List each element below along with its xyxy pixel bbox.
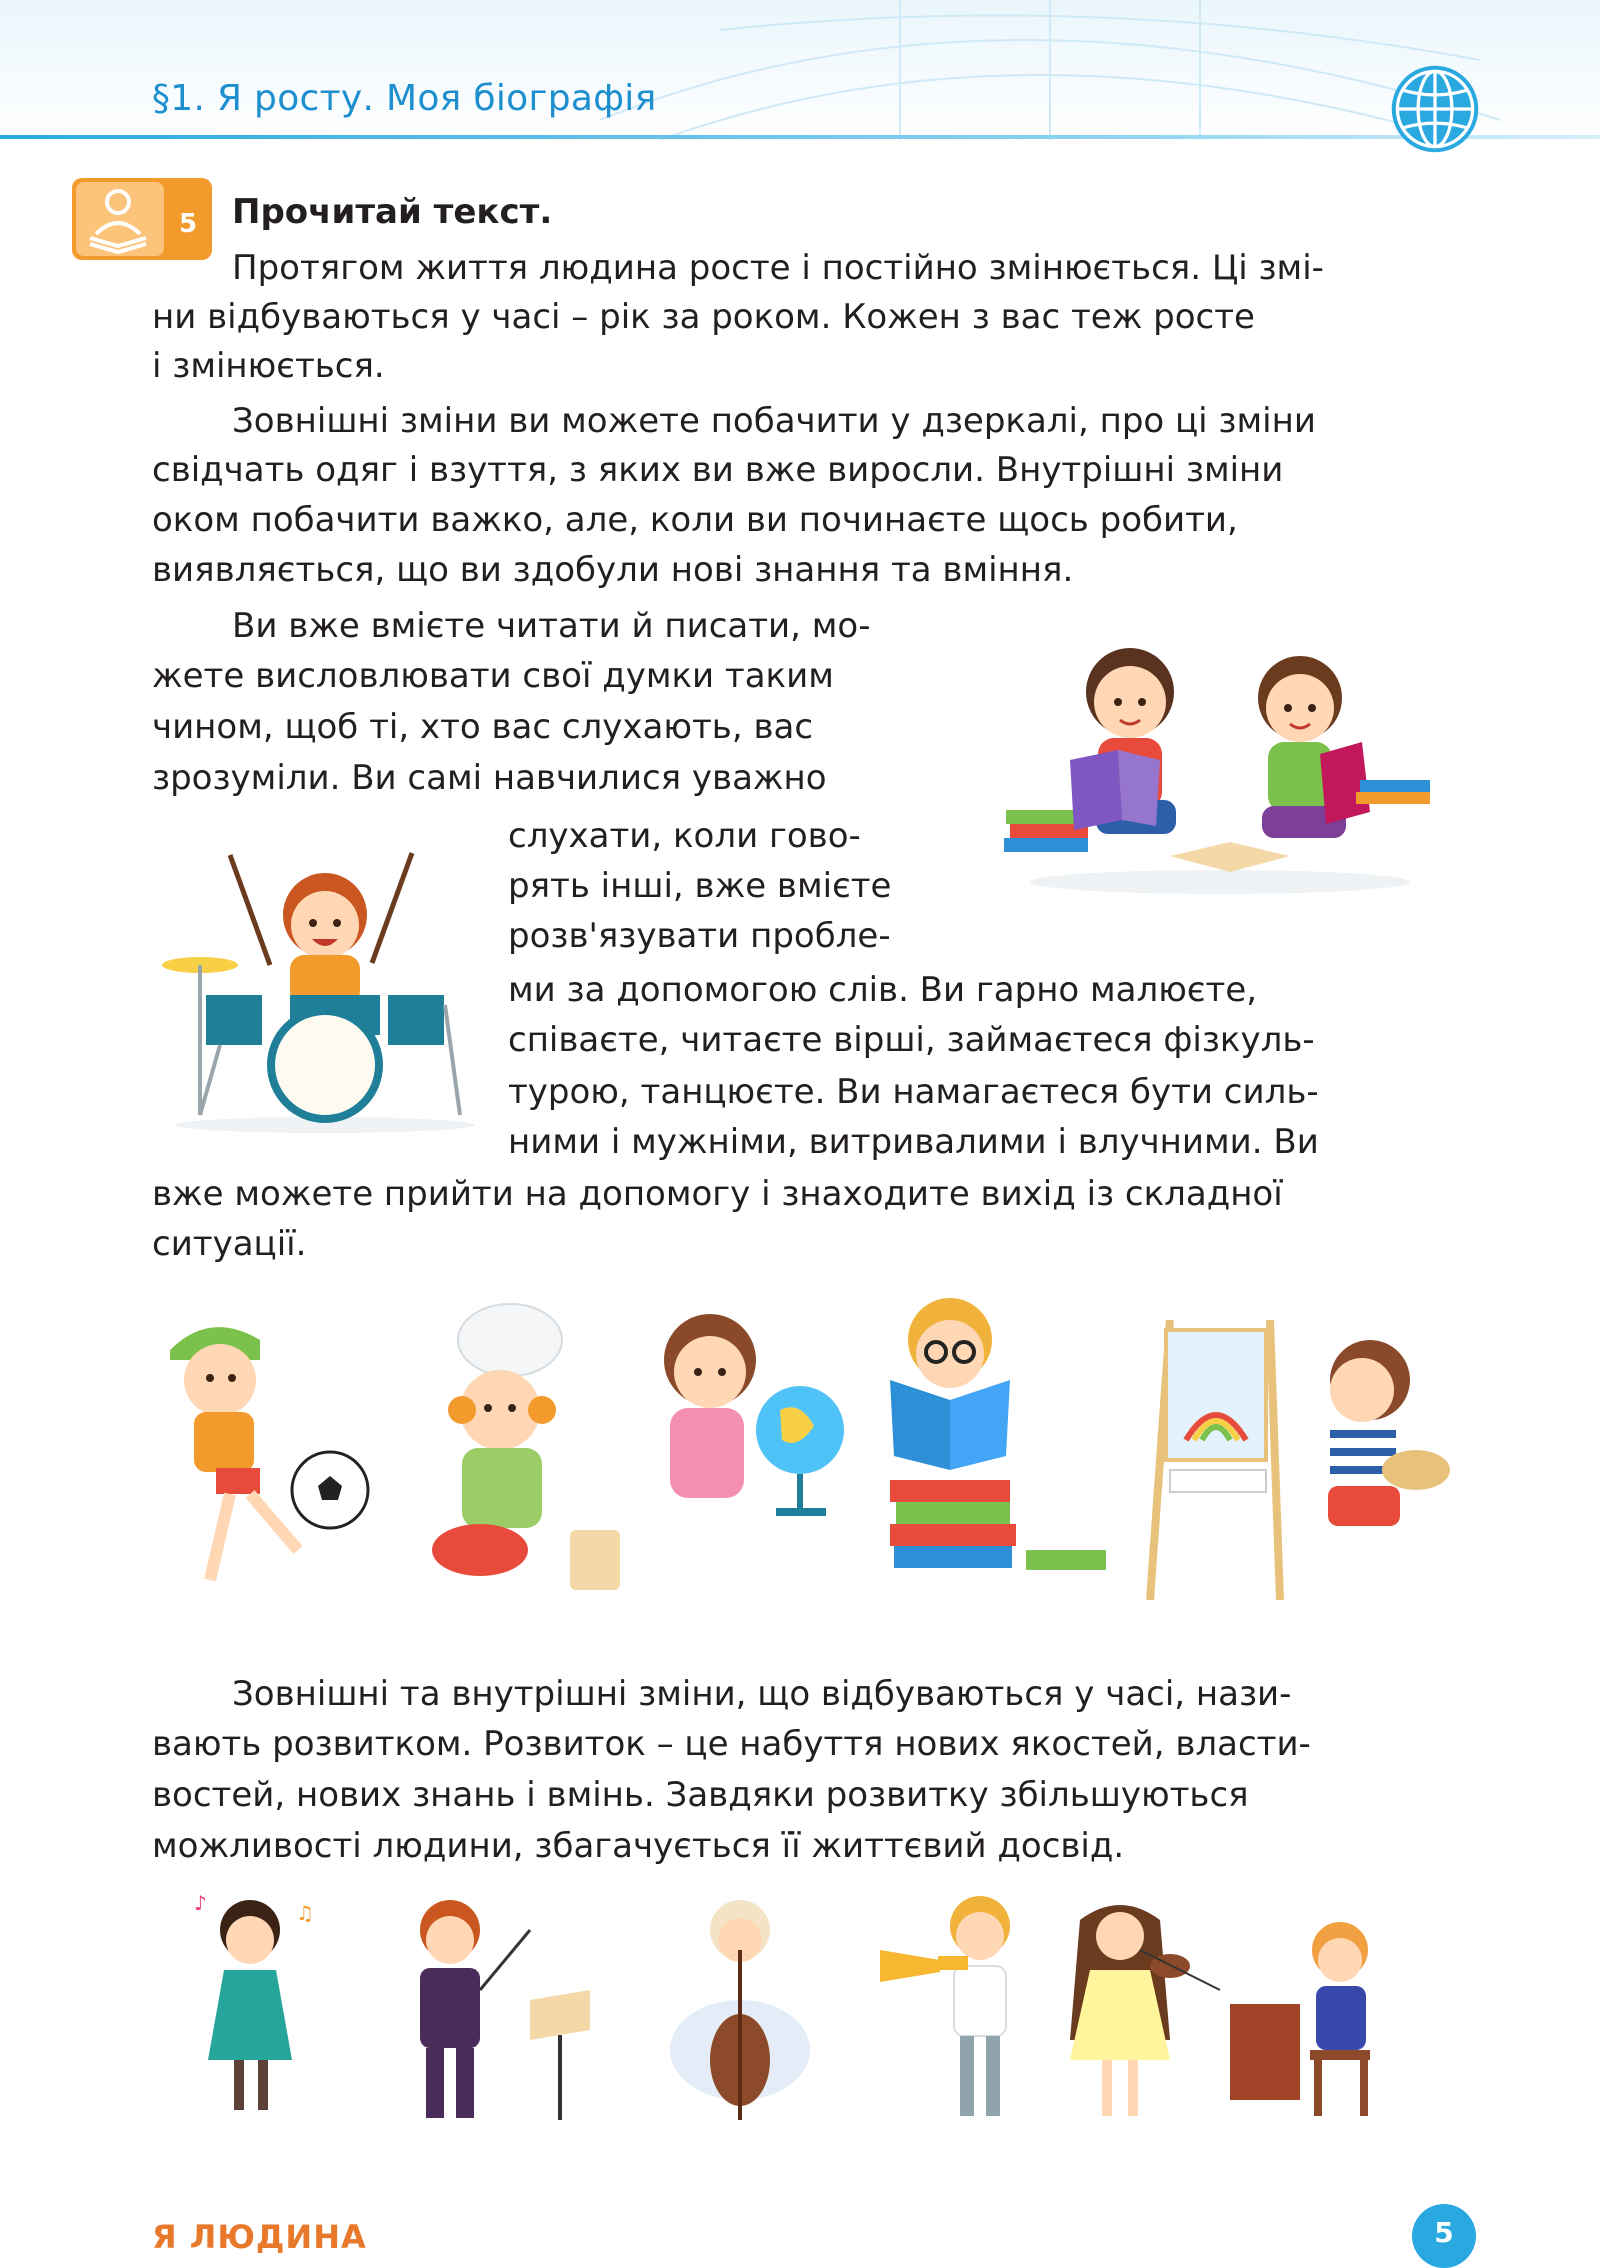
girl-cook-figure (432, 1304, 620, 1590)
boy-books-figure (890, 1298, 1106, 1570)
pianist-figure (1230, 1922, 1370, 2116)
children-reading-illustration (1000, 620, 1440, 900)
text-line: ни відбуваються у часі – рік за роком. Кожен з вас теж росте (152, 297, 1255, 337)
text-line: слухати, коли гово- (508, 816, 861, 856)
task-number: 5 (178, 209, 198, 239)
page-number-badge (1412, 2204, 1476, 2268)
footer-label: Я ЛЮДИНА (152, 2218, 367, 2256)
conductor-figure (420, 1900, 590, 2120)
task-badge (72, 178, 212, 260)
text-line: вають розвитком. Розвиток – це набуття нових якостей, власти- (152, 1724, 1311, 1764)
text-line: свідчать одяг і взуття, з яких ви вже виросли. Внутрішні зміни (152, 450, 1284, 490)
text-line: турою, танцюєте. Ви намагаєтеся бути силь- (508, 1072, 1319, 1112)
drummer-illustration (160, 845, 490, 1135)
text-line: Протягом життя людина росте і постійно змінюється. Ці змі- (232, 248, 1324, 288)
text-line: і змінюється. (152, 346, 385, 386)
svg-text:♫: ♫ (296, 1901, 314, 1925)
text-line: рять інші, вже вмієте (508, 866, 892, 906)
text-line: оком побачити важко, але, коли ви починаєте щось робити, (152, 500, 1238, 540)
text-line: чином, щоб ті, хто вас слухають, вас (152, 707, 814, 747)
header-rule (0, 135, 1600, 139)
task-title: Прочитай текст. (232, 192, 553, 232)
music-illustration (180, 1890, 1420, 2130)
globe-icon (1388, 62, 1482, 156)
girl-globe-figure (664, 1314, 844, 1516)
activities-illustration (150, 1280, 1450, 1620)
trumpeter-figure (880, 1896, 1010, 2116)
text-line: вже можете прийти на допомогу і знаходите вихід із складної (152, 1174, 1283, 1214)
text-line: жете висловлювати свої думки таким (152, 656, 834, 696)
girl-painter-figure (1150, 1320, 1450, 1600)
text-line: Зовнішні та внутрішні зміни, що відбуваються у часі, нази- (232, 1674, 1292, 1714)
violinist-figure (1070, 1905, 1220, 2116)
text-line: ситуації. (152, 1224, 307, 1264)
text-line: розв'язувати пробле- (508, 916, 891, 956)
text-line: співаєте, читаєте вірші, займаєтеся фізкуль- (508, 1020, 1315, 1060)
singer-figure (194, 1891, 314, 2110)
svg-text:♪: ♪ (194, 1891, 207, 1915)
text-line: ними і мужніми, витривалими і влучними. Ви (508, 1122, 1319, 1162)
page-header (0, 0, 1600, 140)
text-line: Ви вже вмієте читати й писати, мо- (232, 606, 871, 646)
text-line: зрозуміли. Ви самі навчилися уважно (152, 758, 827, 798)
text-line: можливості людини, збагачується її життєвий досвід. (152, 1826, 1125, 1866)
text-line: ми за допомогою слів. Ви гарно малюєте, (508, 970, 1258, 1010)
text-line: востей, нових знань і вмінь. Завдяки розвитку збільшуються (152, 1775, 1249, 1815)
page-number: 5 (1434, 2216, 1454, 2249)
section-title: §1. Я росту. Моя біографія (152, 78, 657, 119)
football-boy-figure (170, 1327, 368, 1580)
text-line: Зовнішні зміни ви можете побачити у дзеркалі, про ці зміни (232, 401, 1316, 441)
cellist-figure (670, 1900, 810, 2120)
text-line: виявляється, що ви здобули нові знання та вміння. (152, 550, 1074, 590)
